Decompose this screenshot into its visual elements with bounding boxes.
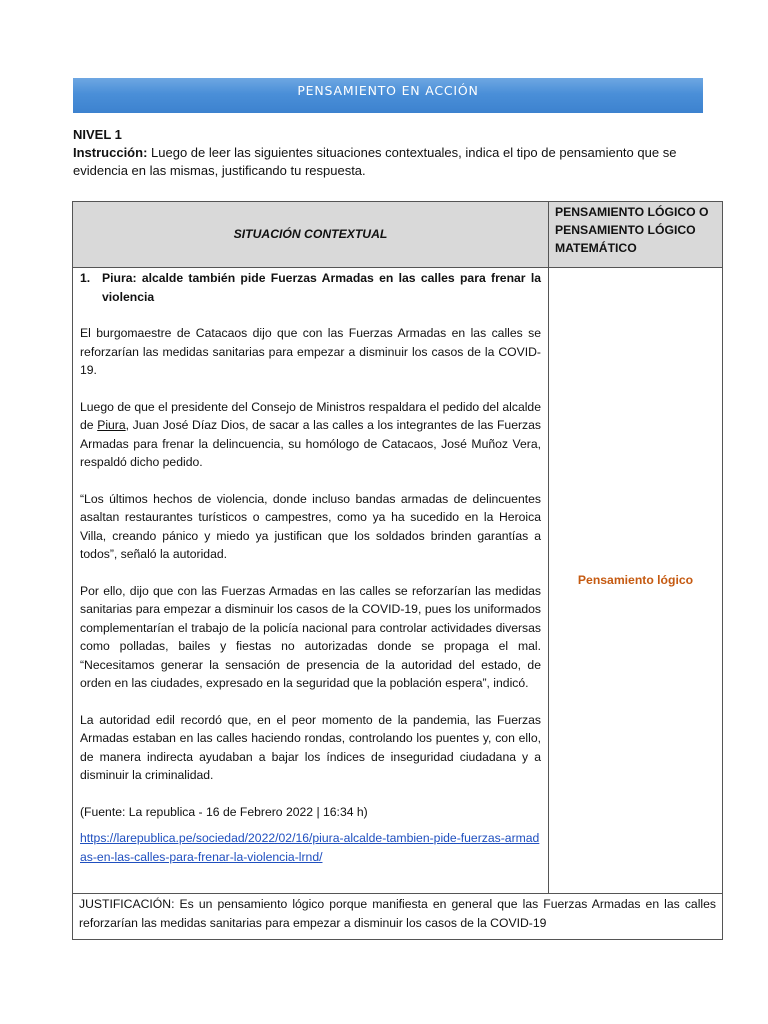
paragraph-5: La autoridad edil recordó que, en el peor momento de la pandemia, las Fuerzas Armadas estaban en las calles haciendo rondas, controlando los puentes y, con ello, de manera indirecta ayudaban a bajar los índices de inseguridad ciudadana y a disminuir la criminalidad. — [80, 712, 541, 782]
item-number: 1. — [80, 271, 91, 285]
level-heading: NIVEL 1 — [73, 127, 122, 142]
table-row — [73, 268, 723, 894]
item-title-rest: : alcalde también pide Fuerzas Armadas en las calles para frenar la violencia — [102, 271, 541, 304]
item-title — [80, 269, 541, 306]
page-banner — [73, 78, 703, 113]
banner-title: PENSAMIENTO EN ACCIÓN — [297, 83, 479, 98]
item-title-place: Piura — [102, 271, 133, 285]
answer-cell — [549, 268, 723, 894]
paragraph-2 — [80, 398, 541, 472]
piura-link-text[interactable]: Piura — [97, 418, 126, 432]
situation-cell — [73, 268, 549, 894]
instruction-label: Instrucción: — [73, 145, 148, 160]
justification-row — [73, 894, 723, 940]
instruction-text: Luego de leer las siguientes situaciones contextuales, indica el tipo de pensamiento que se evidencia en las mismas, justificando tu respuesta. — [73, 145, 677, 178]
paragraph-3: “Los últimos hechos de violencia, donde incluso bandas armadas de delincuentes asaltan restaurantes turísticos o campestres, como ya ha sucedido en la Heroica Villa, creando pánico y miedo ya justifican que los soldados brinden garantías a todos”, señaló la autoridad. — [80, 491, 541, 561]
paragraph-1: El burgomaestre de Catacaos dijo que con las Fuerzas Armadas en las calles se reforzarían las medidas sanitarias para empezar a disminuir los casos de la COVID-19. — [80, 326, 541, 377]
situation-table — [72, 201, 723, 940]
header-situation: SITUACIÓN CONTEXTUAL — [73, 202, 549, 268]
header-thinking-type: PENSAMIENTO LÓGICO O PENSAMIENTO LÓGICO MATEMÁTICO — [549, 202, 723, 268]
table-header-row — [73, 202, 723, 268]
intro-section — [73, 126, 709, 180]
source-link-paragraph — [80, 829, 541, 866]
justification-cell: JUSTIFICACIÓN: Es un pensamiento lógico porque manifiesta en general que las Fuerzas Armadas en las calles reforzarían las medidas sanitarias para empezar a disminuir los casos de la COVID-19 — [73, 894, 723, 940]
source-citation: (Fuente: La republica - 16 de Febrero 2022 | 16:34 h) — [80, 804, 368, 819]
answer-text: Pensamiento lógico — [577, 573, 694, 588]
source-link[interactable]: https://larepublica.pe/sociedad/2022/02/16/piura-alcalde-tambien-pide-fuerzas-armadas-en-las-calles-para-frenar-la-violencia-lrnd/ — [80, 831, 540, 864]
paragraph-2-after: , Juan José Díaz Dios, de sacar a las calles a los integrantes de las Fuerzas Armadas para frenar la delincuencia, su homólogo de Catacaos, José Muñoz Vera, respaldó dicho pedido. — [80, 418, 541, 469]
item-title-text — [102, 269, 541, 306]
instruction-paragraph — [73, 144, 709, 180]
paragraph-2-before: Luego de que el presidente del Consejo de Ministros respaldara el pedido del alcalde de — [80, 399, 541, 432]
paragraph-4: Por ello, dijo que con las Fuerzas Armadas en las calles se reforzarían las medidas sanitarias para empezar a disminuir los casos de la COVID-19, pues los uniformados complementarían el trabajo de la policía nacional para controlar actividades diversas como polladas, bailes y fiestas no autorizadas donde se propaga el mal. “Necesitamos generar la sensación de presencia de la autoridad del estado, de orden en las ciudades, expresado en la seguridad que la población espera”, indicó. — [80, 583, 541, 690]
